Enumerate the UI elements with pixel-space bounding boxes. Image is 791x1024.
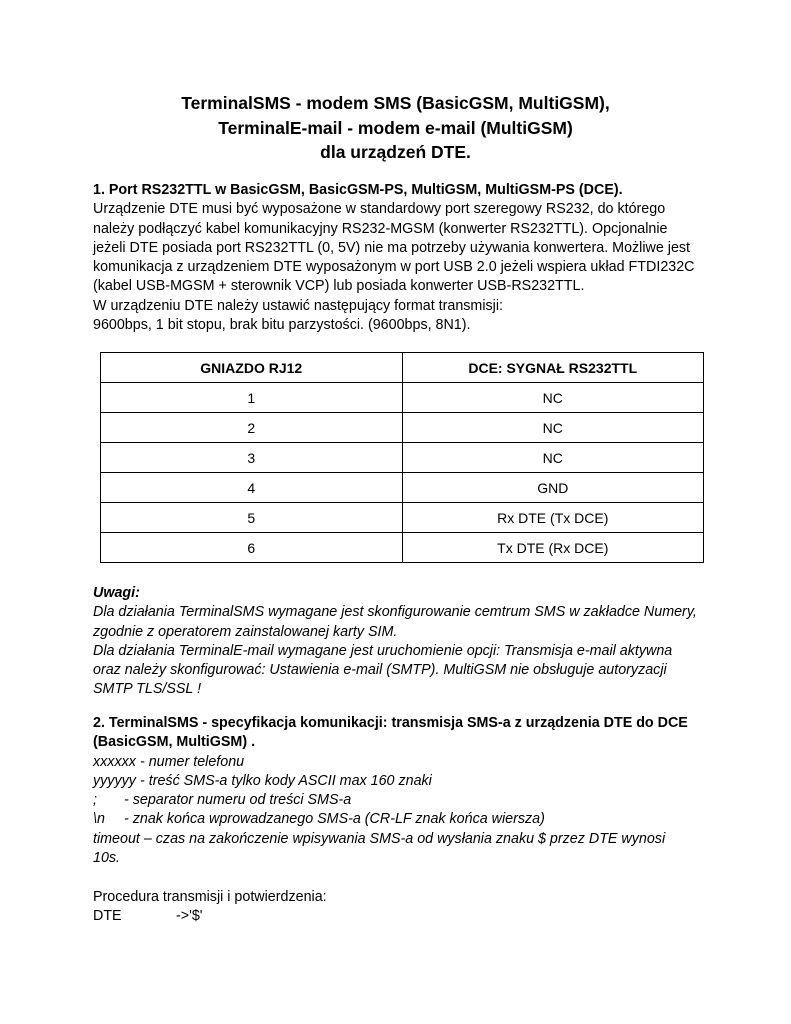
pin-number: 3 [101, 443, 403, 473]
note-line: SMTP TLS/SSL ! [93, 681, 202, 698]
notes-section [93, 584, 713, 700]
section-1 [93, 181, 713, 335]
document-title [0, 91, 791, 165]
spec-key: ; [93, 792, 97, 809]
table-row [101, 473, 704, 503]
table-row [101, 383, 704, 413]
title-line-3: dla urządzeń DTE. [320, 142, 471, 162]
note-line: Dla działania TerminalE-mail wymagane jest uruchomienie opcji: Transmisja e-mail aktywna [93, 642, 673, 659]
note-line: oraz należy skonfigurować: Ustawienia e-mail (SMTP). MultiGSM nie obsługuje autoryzacji [93, 662, 667, 679]
spec-key: xxxxxx [93, 753, 136, 770]
spec-item [93, 810, 713, 829]
pin-signal: NC [402, 413, 704, 443]
table-row [101, 533, 704, 563]
dte-label: DTE [93, 907, 122, 924]
section-1-line: W urządzeniu DTE należy ustawić następujący format transmisji: [93, 297, 503, 314]
spec-item [93, 772, 713, 791]
table-row [101, 413, 704, 443]
spec-desc: - treść SMS-a tylko kody ASCII max 160 znaki [140, 772, 432, 789]
pin-number: 4 [101, 473, 403, 503]
section-2-heading: 2. TerminalSMS - specyfikacja komunikacji: transmisja SMS-a z urządzenia DTE do DCE [93, 715, 688, 731]
pin-number: 5 [101, 503, 403, 533]
title-line-2: TerminalE-mail - modem e-mail (MultiGSM) [218, 117, 573, 138]
pin-number: 1 [101, 383, 403, 413]
title-line-1: TerminalSMS - modem SMS (BasicGSM, MultiGSM), [181, 93, 610, 113]
pin-signal: NC [402, 443, 704, 473]
section-1-heading: 1. Port RS232TTL w BasicGSM, BasicGSM-PS, MultiGSM, MultiGSM-PS (DCE). [93, 182, 623, 198]
section-1-line: 9600bps, 1 bit stopu, brak bitu parzystości. (9600bps, 8N1). [93, 317, 471, 334]
spec-key: yyyyyy [93, 772, 136, 789]
column-header-socket: GNIAZDO RJ12 [101, 353, 403, 383]
pin-signal: Tx DTE (Rx DCE) [402, 533, 704, 563]
table-row [101, 443, 704, 473]
pin-number: 6 [101, 533, 403, 563]
procedure-label: Procedura transmisji i potwierdzenia: [93, 888, 327, 905]
note-line: zgodnie z operatorem zainstalowanej karty SIM. [93, 623, 398, 640]
section-1-line: należy podłączyć kabel komunikacyjny RS232-MGSM (konwerter RS232TTL). Opcjonalnie [93, 220, 668, 237]
timeout-line-cont: 10s. [93, 850, 121, 867]
section-1-line: Urządzenie DTE musi być wyposażone w standardowy port szeregowy RS232, do którego [93, 201, 666, 218]
spec-item [93, 791, 713, 810]
spec-desc: - numer telefonu [140, 753, 245, 770]
section-2-heading-cont: (BasicGSM, MultiGSM) . [93, 734, 256, 751]
dte-value: ->'$' [176, 907, 203, 924]
note-line: Dla działania TerminalSMS wymagane jest skonfigurowanie cemtrum SMS w zakładce Numery, [93, 604, 697, 621]
spacer [93, 868, 713, 887]
spec-desc: - separator numeru od treści SMS-a [124, 792, 352, 809]
spec-key: \n [93, 811, 105, 828]
timeout-line: timeout – czas na zakończenie wpisywania SMS-a od wysłania znaku $ przez DTE wynosi [93, 830, 666, 847]
column-header-signal: DCE: SYGNAŁ RS232TTL [402, 353, 704, 383]
section-1-line: jeżeli DTE posiada port RS232TTL (0, 5V) nie ma potrzeby używania konwertera. Możliwe jest [93, 239, 691, 256]
dte-line [93, 907, 713, 926]
pin-number: 2 [101, 413, 403, 443]
section-2 [93, 714, 713, 926]
spec-desc: - znak końca wprowadzanego SMS-a (CR-LF znak końca wiersza) [124, 811, 545, 828]
table-row [101, 503, 704, 533]
pin-signal: GND [402, 473, 704, 503]
section-1-line: komunikacja z urządzeniem DTE wyposażonym w port USB 2.0 jeżeli wspiera układ FTDI232C [93, 259, 695, 276]
pin-signal: Rx DTE (Tx DCE) [402, 503, 704, 533]
notes-heading: Uwagi: [93, 585, 140, 601]
section-1-line: (kabel USB-MGSM + sterownik VCP) lub posiada konwerter USB-RS232TTL. [93, 278, 585, 295]
pinout-table [100, 352, 704, 563]
pin-signal: NC [402, 383, 704, 413]
table-header-row [101, 353, 704, 383]
spec-item [93, 753, 713, 772]
